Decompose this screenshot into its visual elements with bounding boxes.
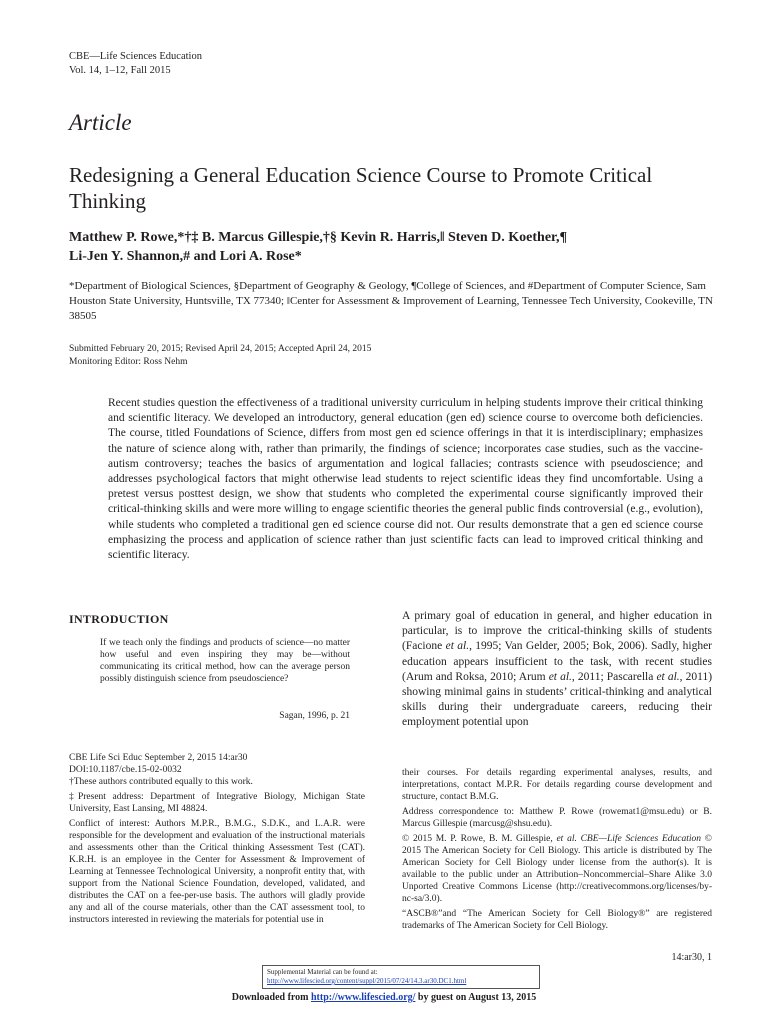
journal-name: CBE—Life Sciences Education xyxy=(69,51,202,62)
submission-dates: Submitted February 20, 2015; Revised April 24, 2015; Accepted April 24, 2015 xyxy=(69,344,372,354)
intro-etal-2: et al. xyxy=(548,670,572,683)
correspondence-note: Address correspondence to: Matthew P. Rowe (rowemat1@msu.edu) or B. Marcus Gillespie (marcusg@shsu.edu). xyxy=(402,807,712,829)
intro-text-2: , 1995; Van Gelder, 2005; Bok, 2006). Sadly, higher education appears insufficient to the task, with recent studies (Arum and Roksa, 2010; Arum xyxy=(402,640,712,683)
epigraph-quote: If we teach only the findings and products of science—no matter how useful and even inspiring they may be—without communicating its critical method, how can the average person possibly distinguish science from pseudoscience? xyxy=(100,638,350,684)
intro-etal-3: et al. xyxy=(656,670,680,683)
footnote-continued: their courses. For details regarding experimental analyses, results, and interpretations, contact M.P.R. For details regarding course development and structure, contact B.M.G. xyxy=(402,768,712,802)
supplemental-box xyxy=(262,965,540,989)
section-label: Article xyxy=(69,110,132,135)
intro-text-3: , 2011; Pascarella xyxy=(571,670,657,683)
author-line-1: Matthew P. Rowe,*†‡ B. Marcus Gillespie,†§ Kevin R. Harris,‖ Steven D. Koether,¶ xyxy=(69,230,568,245)
doi-line: DOI:10.1187/cbe.15-02-0032 xyxy=(69,765,182,775)
affiliations: *Department of Biological Sciences, §Department of Geography & Geology, ¶College of Sciences, and #Department of Computer Science, Sam Houston State University, Huntsville, TX 77340; ‖Center for Assessment & Improvement of Learning, Tennessee Tech University, Cookeville, TN 38505 xyxy=(69,280,713,322)
page-number: 14:ar30, 1 xyxy=(671,952,712,963)
journal-volume: Vol. 14, 1–12, Fall 2015 xyxy=(69,65,171,76)
citation-line: CBE Life Sci Educ September 2, 2015 14:ar30 xyxy=(69,753,248,763)
conflict-of-interest-note: Conflict of interest: Authors M.P.R., B.M.G., S.D.K., and L.A.R. were responsible for the development and evaluation of the instructional materials and assessments other than the Critical thinking Assessment Test (CAT). K.R.H. is an employee in the Center for Assessment & Improvement of Learning at Tennessee Technological University, a nonprofit entity that, with support from the National Science Foundation, developed, validated, and distributes the CAT on a fee-per-use basis. The authors will gladly provide any and all of the course materials, other than the CAT assessment tool, to instructors interested in reviewing the materials for potential use in xyxy=(69,819,365,925)
copyright-text-italic: et al. CBE—Life Sciences Education xyxy=(556,834,702,844)
article-dates xyxy=(69,343,729,369)
supplemental-label: Supplemental Material can be found at: xyxy=(267,968,378,976)
abstract: Recent studies question the effectiveness of a traditional university curriculum in helping students improve their critical thinking and scientific literacy. We developed an introductory, general education (gen ed) science course to overcome both deficiencies. The course, titled Foundations of Science, differs from most gen ed science offerings in that it is interdisciplinary; emphasizes the nature of science along with, rather than primarily, the findings of science; incorporates case studies, such as the vaccine-autism controversy; teaches the basics of argumentation and logical fallacies; contrasts science with pseudoscience; and addresses psychological factors that might otherwise lead students to reject scientific ideas they find uncomfortable. Using a pretest versus posttest design, we show that students who completed the experimental course significantly improved their critical-thinking skills and were more willing to engage scientific theories the general public finds controversial (e.g., evolution), while students who completed a traditional gen ed science course did not. Our results demonstrate that a gen ed science course emphasizing the process and application of science rather than just scientific facts can lead to improved critical thinking and scientific literacy. xyxy=(108,397,703,562)
present-address-note: ‡Present address: Department of Integrative Biology, Michigan State University, East Lansing, MI 48824. xyxy=(69,792,365,814)
introduction-heading: INTRODUCTION xyxy=(69,612,169,626)
copyright-note xyxy=(402,833,712,905)
download-link[interactable]: http://www.lifescied.org/ xyxy=(310,992,416,1003)
supplemental-link[interactable]: http://www.lifescied.org/content/suppl/2015/07/24/14.3.ar30.DC1.html xyxy=(267,977,467,985)
download-notice xyxy=(0,992,768,1003)
intro-etal-1: et al. xyxy=(445,640,470,653)
epigraph-citation: Sagan, 1996, p. 21 xyxy=(279,711,350,721)
footnotes-right xyxy=(402,767,712,935)
copyright-text-a: © 2015 M. P. Rowe, B. M. Gillespie, xyxy=(402,834,557,844)
introduction-body xyxy=(402,609,712,731)
footnotes-left xyxy=(69,752,365,929)
author-line-2: Li-Jen Y. Shannon,# and Lori A. Rose* xyxy=(69,249,302,264)
intro-text-4: , 2011) showing minimal gains in students’ critical-thinking and analytical skills during their undergraduate careers, reducing their employment potential upon xyxy=(402,670,713,729)
download-prefix: Downloaded from xyxy=(231,992,311,1003)
equal-contribution-note: †These authors contributed equally to this work. xyxy=(69,777,253,787)
download-suffix: by guest on August 13, 2015 xyxy=(415,992,537,1003)
intro-text-1: A primary goal of education in general, and higher education in particular, is to improve the critical-thinking skills of students (Facione xyxy=(402,610,712,653)
copyright-text-b: © 2015 The American Society for Cell Biology. This article is distributed by The American Society for Cell Biology under license from the author(s). It is available to the public under an Attribution–Noncommercial–Share Alike 3.0 Unported Creative Commons License (http://creativecommons.org/licenses/by-nc-sa/3.0). xyxy=(402,834,713,904)
author-list xyxy=(69,228,729,266)
monitoring-editor: Monitoring Editor: Ross Nehm xyxy=(69,357,188,367)
journal-header xyxy=(69,50,202,78)
trademark-note: “ASCB®”and “The American Society for Cell Biology®” are registered trademarks of The American Society for Cell Biology. xyxy=(402,909,712,931)
article-title: Redesigning a General Education Science Course to Promote Critical Thinking xyxy=(69,163,653,213)
